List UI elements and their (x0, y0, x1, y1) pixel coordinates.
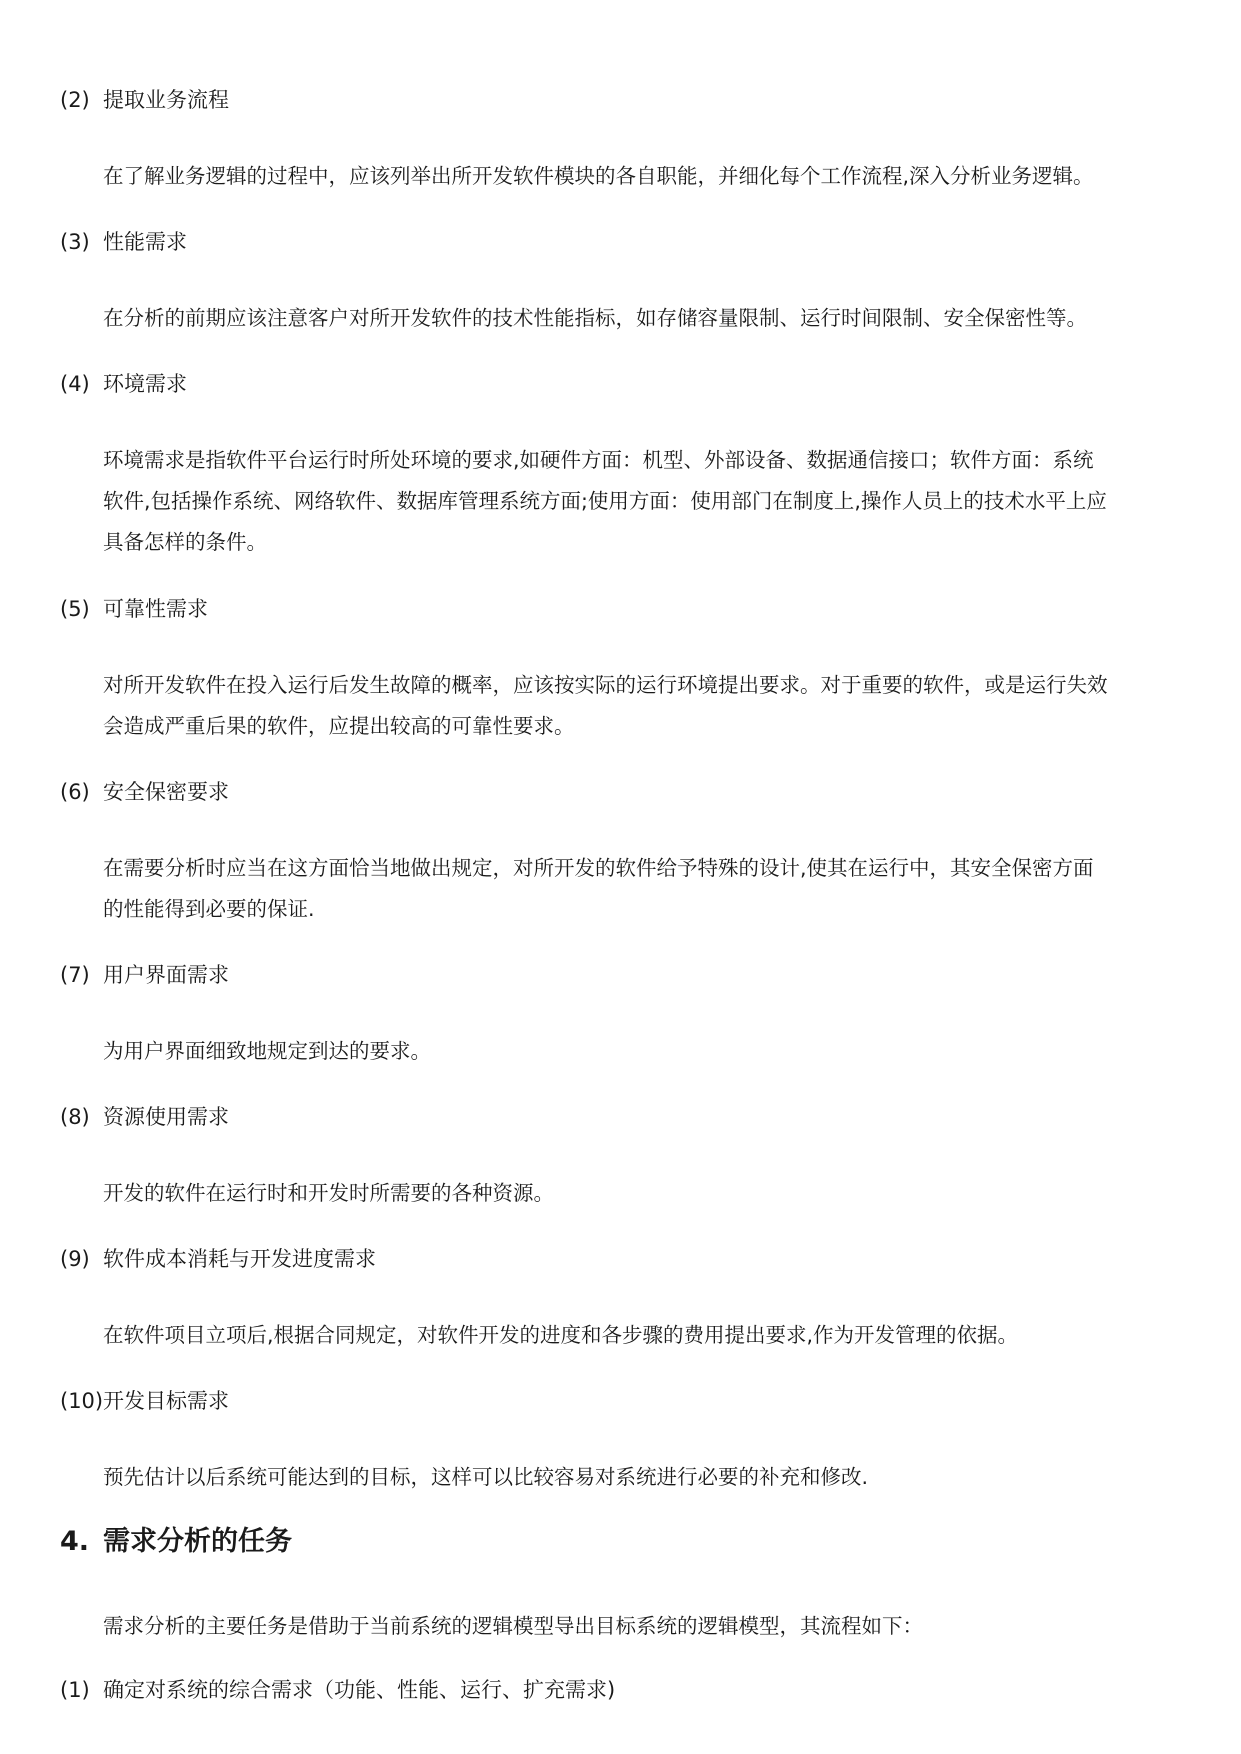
body-line: 会造成严重后果的软件，应提出较高的可靠性要求。 (103, 714, 575, 738)
body-line: 对所开发软件在投入运行后发生故障的概率，应该按实际的运行环境提出要求。对于重要的软件，或是运行失效 (103, 673, 1108, 697)
item-body (103, 1173, 1178, 1214)
item-heading (60, 1244, 1180, 1274)
item-number: (7) (60, 963, 90, 987)
item-body (103, 1457, 1178, 1498)
body-line: 在软件项目立项后,根据合同规定，对软件开发的进度和各步骤的费用提出要求,作为开发管理的依据。 (103, 1323, 1019, 1347)
item-title: 性能需求 (103, 230, 187, 254)
item-number: (5) (60, 597, 90, 621)
item-title: 安全保密要求 (103, 780, 229, 804)
item-number: (2) (60, 88, 90, 112)
body-line: 开发的软件在运行时和开发时所需要的各种资源。 (103, 1181, 554, 1205)
item-business-process (60, 85, 1180, 197)
item-number: (4) (60, 372, 90, 396)
item-title: 资源使用需求 (103, 1105, 229, 1129)
item-heading (60, 1102, 1180, 1132)
item-heading (60, 1386, 1180, 1416)
item-title: 提取业务流程 (103, 88, 229, 112)
item-number: (3) (60, 230, 90, 254)
body-line: 预先估计以后系统可能达到的目标，这样可以比较容易对系统进行必要的补充和修改. (103, 1465, 869, 1489)
item-number: (9) (60, 1247, 90, 1271)
item-heading (60, 777, 1180, 807)
item-number: (6) (60, 780, 90, 804)
item-body (103, 1315, 1178, 1356)
body-line: 在需要分析时应当在这方面恰当地做出规定，对所开发的软件给予特殊的设计,使其在运行中，其安全保密方面 (103, 856, 1094, 880)
item-body (103, 665, 1178, 747)
item-development-goal (60, 1386, 1180, 1498)
item-performance (60, 227, 1180, 339)
item-number: (1) (60, 1678, 90, 1702)
item-user-interface (60, 960, 1180, 1072)
item-cost-schedule (60, 1244, 1180, 1356)
item-heading (60, 369, 1180, 399)
item-title: 可靠性需求 (103, 597, 208, 621)
item-title: 环境需求 (103, 372, 187, 396)
body-line: 的性能得到必要的保证. (103, 897, 315, 921)
item-heading (60, 960, 1180, 990)
item-body (103, 1031, 1178, 1072)
item-body (103, 440, 1178, 563)
section-number: 4. (60, 1526, 90, 1557)
item-reliability (60, 594, 1180, 747)
item-body (103, 156, 1178, 197)
item-heading (60, 1675, 1180, 1705)
body-line: 为用户界面细致地规定到达的要求。 (103, 1039, 431, 1063)
item-resource-usage (60, 1102, 1180, 1214)
body-line: 在分析的前期应该注意客户对所开发软件的技术性能指标，如存储容量限制、运行时间限制、安全保密性等。 (103, 306, 1087, 330)
item-heading (60, 85, 1180, 115)
item-security (60, 777, 1180, 930)
item-number: (8) (60, 1105, 90, 1129)
item-overall-requirements (60, 1675, 1180, 1705)
body-line: 具备怎样的条件。 (103, 530, 267, 554)
item-title: 软件成本消耗与开发进度需求 (103, 1247, 376, 1271)
body-line: 环境需求是指软件平台运行时所处环境的要求,如硬件方面：机型、外部设备、数据通信接口；软件方面：系统 (103, 448, 1094, 472)
item-body (103, 298, 1178, 339)
item-heading (60, 594, 1180, 624)
body-line: 在了解业务逻辑的过程中，应该列举出所开发软件模块的各自职能，并细化每个工作流程,深入分析业务逻辑。 (103, 164, 1094, 188)
item-heading (60, 227, 1180, 257)
body-line: 软件,包括操作系统、网络软件、数据库管理系统方面;使用方面：使用部门在制度上,操作人员上的技术水平上应 (103, 489, 1107, 513)
item-environment (60, 369, 1180, 563)
item-number: (10) (60, 1389, 104, 1413)
section-title: 需求分析的任务 (103, 1526, 292, 1557)
item-title: 开发目标需求 (103, 1389, 229, 1413)
section-intro: 需求分析的主要任务是借助于当前系统的逻辑模型导出目标系统的逻辑模型，其流程如下： (103, 1614, 923, 1638)
section-heading (60, 1522, 1180, 1562)
item-title: 用户界面需求 (103, 963, 229, 987)
item-body (103, 848, 1178, 930)
item-title: 确定对系统的综合需求（功能、性能、运行、扩充需求) (103, 1678, 616, 1702)
